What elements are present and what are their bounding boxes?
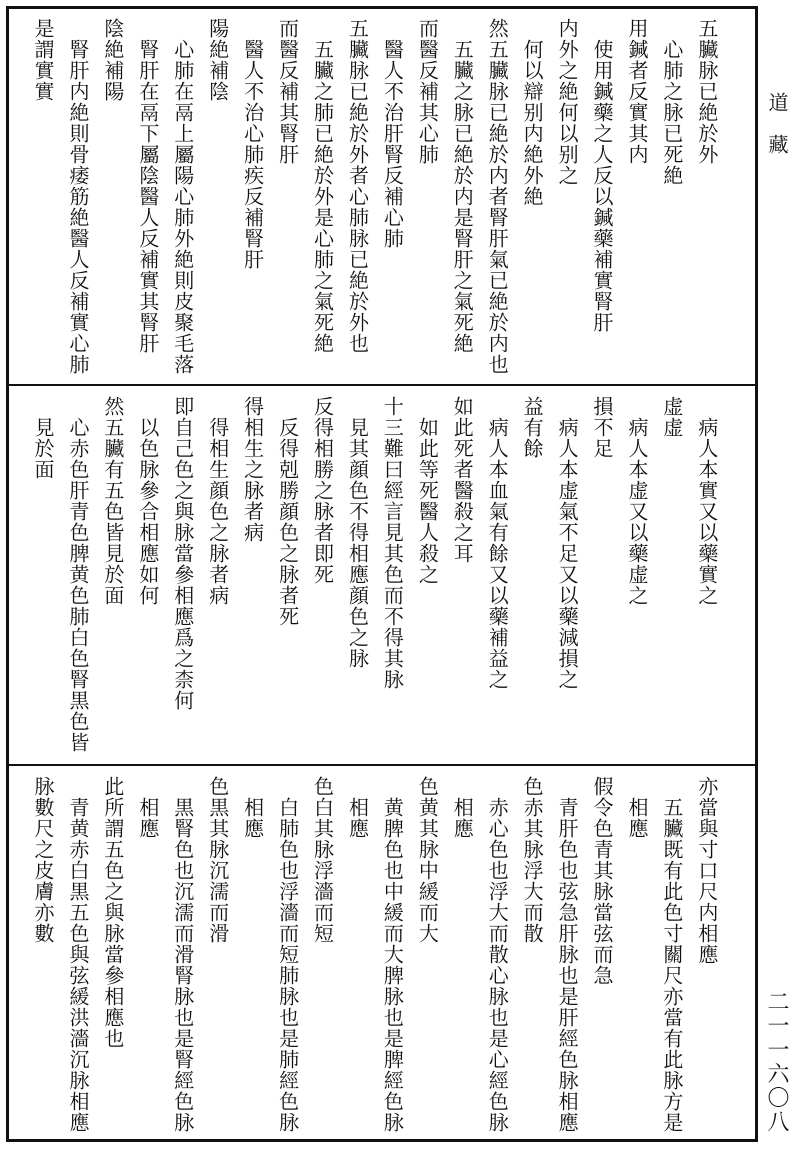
text-column: 見其顔色不得相應顔色之脉 [345,396,370,669]
text-column: 反得剋勝顔色之脉者死 [275,396,300,627]
text-column: 此所謂五色之與脉當參相應也 [100,776,125,1049]
text-column: 陽絶補陰 [205,18,230,102]
section-divider [9,764,755,766]
text-column: 心肺在鬲上屬陽心肺外絶則皮聚毛落 [170,18,195,375]
text-column: 色黄其脉中緩而大 [415,776,440,944]
text-column: 腎肝内絶則骨痿筋絶醫人反補實心肺 [65,18,90,375]
text-column: 用鍼者反實其内 [624,18,649,165]
text-column: 醫人不治肝腎反補心肺 [380,18,405,249]
text-column: 病人本實又以藥實之 [694,396,719,606]
text-panel-middle [30,396,720,754]
text-column: 亦當與寸口尺内相應 [694,776,719,965]
text-panel-bottom [30,776,720,1132]
text-column: 相應 [135,776,160,839]
text-column: 得相生之脉者病 [240,396,265,543]
text-column: 使用鍼藥之人反以鍼藥補實腎肝 [590,18,614,333]
text-column: 五臟既有此色寸關尺亦當有此脉方是 [659,776,684,1133]
text-column: 以色脉參合相應如何 [135,396,160,606]
text-column: 而醫反補其腎肝 [275,18,300,165]
text-column: 反得相勝之脉者即死 [310,396,335,585]
text-column: 然五臟有五色皆見於面 [100,396,125,606]
text-column: 青黄赤白黒五色與弦緩洪濇沉脉相應 [65,776,90,1133]
section-divider [9,384,755,386]
text-column: 如此等死醫人殺之 [415,396,440,585]
text-column: 陰絶補陽 [100,18,125,102]
text-column: 黒腎色也沉濡而滑腎脉也是腎經色脉 [170,776,195,1133]
text-column: 假令色青其脉當弦而急 [590,776,614,986]
text-column: 見於面 [31,396,55,480]
text-column: 然五臟脉已絶於内者腎肝氣已絶於内也 [485,18,510,375]
text-column: 何以辯别内絶外絶 [520,18,545,207]
text-column: 心肺之脉已死絶 [659,18,684,186]
text-column: 赤心色也浮大而散心脉也是心經色脉 [485,776,510,1133]
text-column: 相應 [624,776,649,839]
text-column: 相應 [345,776,370,839]
text-column: 益有餘 [520,396,545,459]
text-column: 病人本血氣有餘又以藥補益之 [485,396,510,690]
text-column: 相應 [450,776,475,839]
text-column: 五臟之肺已絶於外是心肺之氣死絶 [310,18,335,354]
side-label: 道藏 [765,92,789,176]
text-column: 醫人不治心肺疾反補腎肝 [240,18,265,270]
text-column: 五臟脉已絶於外 [694,18,719,165]
text-column: 黄脾色也中緩而大脾脉也是脾經色脉 [380,776,405,1133]
text-column: 即自己色之與脉當參相應爲之柰何 [170,396,195,711]
text-column: 内外之絶何以别之 [555,18,580,186]
text-column: 白肺色也浮濇而短肺脉也是肺經色脉 [275,776,300,1133]
text-column: 五臟脉已絶於外者心肺脉已絶於外也 [345,18,370,354]
text-column: 如此死者醫殺之耳 [450,396,475,564]
text-column: 色赤其脉浮大而散 [520,776,545,944]
text-panel-top [30,18,720,373]
text-column: 損不足 [590,396,614,459]
text-column: 病人本虚又以藥虚之 [624,396,649,606]
text-column: 相應 [240,776,265,839]
text-column: 十三難曰經言見其色而不得其脉 [380,396,405,690]
page-number: 二一一六〇八 [764,990,789,1134]
text-column: 色黒其脉沉濡而滑 [205,776,230,944]
text-column: 色白其脉浮濇而短 [310,776,335,944]
text-column: 腎肝在鬲下屬陰醫人反補實其腎肝 [135,18,160,354]
text-column: 青肝色也弦急肝脉也是肝經色脉相應 [555,776,580,1133]
text-column: 五臟之脉已絶於内是腎肝之氣死絶 [450,18,475,354]
text-column: 是謂實實 [31,18,55,102]
text-column: 而醫反補其心肺 [415,18,440,165]
text-column: 得相生顔色之脉者病 [205,396,230,606]
text-column: 病人本虚氣不足又以藥減損之 [555,396,580,690]
text-column: 脉數尺之皮膚亦數 [31,776,55,944]
text-column: 虚虚 [659,396,684,438]
text-column: 心赤色肝青色脾黄色肺白色腎黒色皆 [65,396,90,753]
